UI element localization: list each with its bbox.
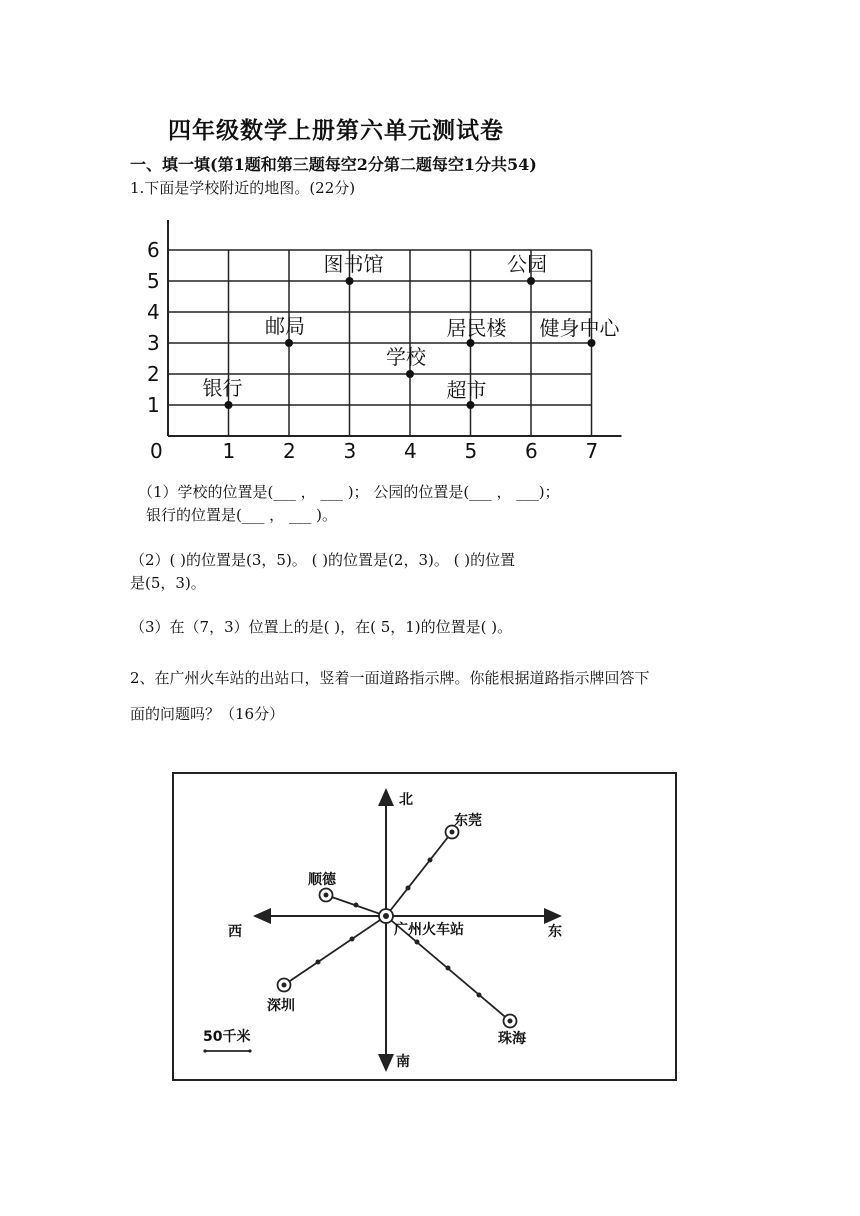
shunde-label: 顺德	[308, 872, 336, 888]
place-dot	[467, 401, 475, 409]
place-label: 超市	[446, 378, 487, 402]
x-tick-label: 5	[464, 439, 478, 463]
shenzhen-label: 深圳	[267, 998, 295, 1014]
section-heading: 一、填一填(第1题和第三题每空2分第二题每空1分共54)	[130, 155, 537, 174]
grid-map	[138, 210, 658, 465]
x-tick-label: 6	[525, 439, 538, 463]
place-label: 公园	[507, 252, 547, 276]
place-dot	[588, 339, 596, 347]
question-2-line2: 面的问题吗？（16分）	[130, 705, 285, 723]
x-tick-label: 2	[283, 439, 296, 463]
x-tick-label: 3	[343, 439, 357, 463]
x-tick-label: 1	[222, 439, 236, 463]
x-tick-label: 7	[585, 439, 599, 463]
place-label: 银行	[202, 376, 243, 400]
y-tick-label: 5	[147, 269, 160, 293]
place-dot	[285, 339, 293, 347]
question-1-intro: 1.下面是学校附近的地图。(22分)	[130, 179, 356, 197]
road-shenzhen	[284, 916, 386, 985]
question-2-line1: 2、在广州火车站的出站口，竖着一面道路指示牌。你能根据道路指示牌回答下	[130, 669, 650, 687]
east-label: 东	[548, 924, 562, 940]
place-label: 邮局	[265, 314, 305, 338]
y-tick-label: 6	[147, 238, 160, 262]
question-1-1-line1: （1）学校的位置是(___ ， ___ )； 公园的位置是(___ ， ___)；	[138, 483, 560, 501]
place-dot	[225, 401, 233, 409]
road-sign-map	[170, 770, 680, 1085]
place-dot	[346, 277, 354, 285]
x-tick-label: 0	[150, 439, 163, 463]
north-label: 北	[399, 792, 413, 808]
west-label: 西	[228, 924, 242, 940]
zhuhai-label: 珠海	[498, 1031, 526, 1047]
question-1-3: （3）在（7，3）位置上的是( )，在( 5，1)的位置是( )。	[130, 618, 513, 636]
dongguan-label: 东莞	[454, 813, 482, 829]
place-dot	[527, 277, 535, 285]
place-label: 居民楼	[446, 316, 507, 340]
question-1-2-line2: 是(5，3)。	[130, 574, 206, 592]
y-tick-label: 3	[147, 331, 160, 355]
place-dot	[406, 370, 414, 378]
road-dongguan	[386, 832, 452, 916]
y-tick-label: 1	[147, 393, 160, 417]
question-1-2-line1: （2）( )的位置是(3，5)。 ( )的位置是(2，3)。 ( )的位置	[130, 551, 516, 569]
page-title: 四年级数学上册第六单元测试卷	[168, 117, 504, 144]
place-dot	[467, 339, 475, 347]
place-label: 图书馆	[323, 252, 384, 276]
station-label: 广州火车站	[394, 922, 464, 938]
y-tick-label: 4	[147, 300, 160, 324]
x-tick-label: 4	[404, 439, 417, 463]
scale-label: 50千米	[203, 1029, 251, 1045]
y-tick-label: 2	[147, 362, 160, 386]
place-label: 学校	[386, 345, 426, 369]
place-label: 健身中心	[539, 316, 620, 340]
question-1-1-line2: 银行的位置是(___ ， ___ )。	[146, 506, 338, 524]
south-label: 南	[396, 1054, 410, 1070]
